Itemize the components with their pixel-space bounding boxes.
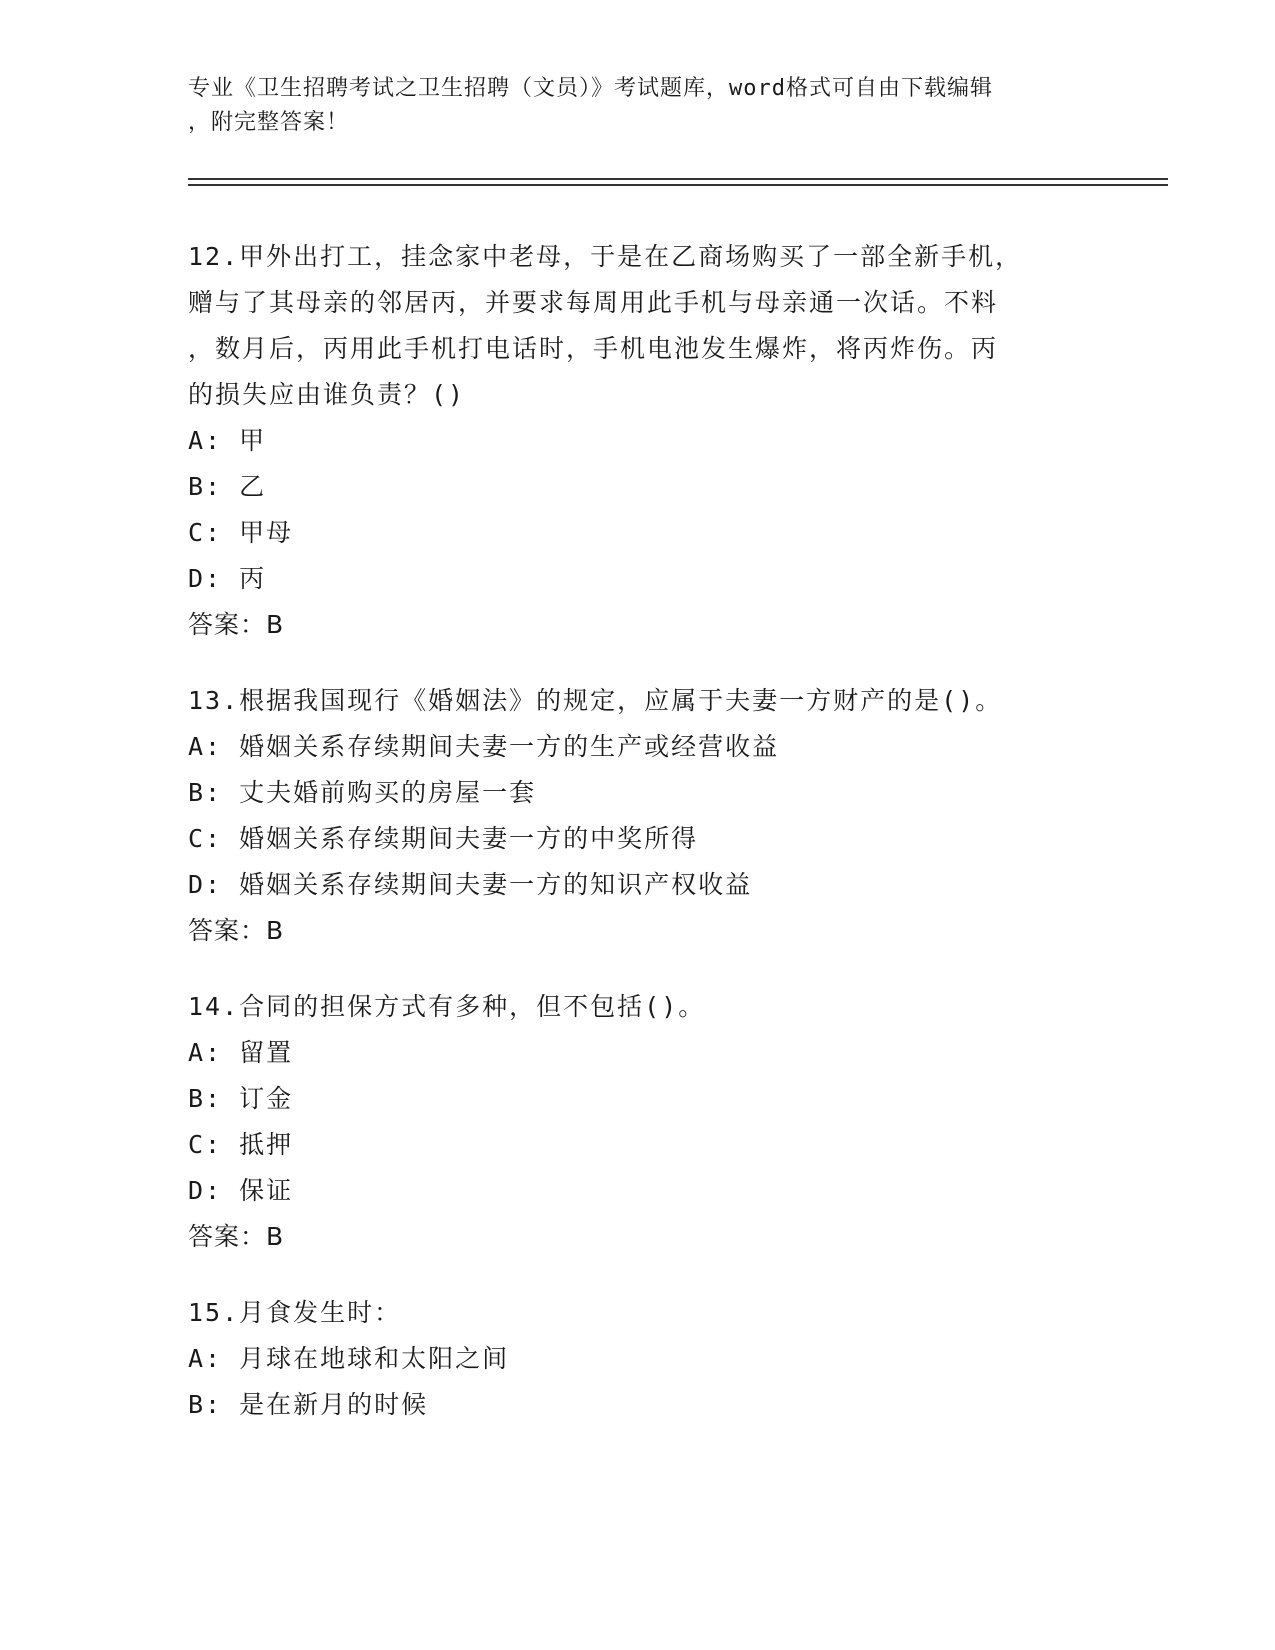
answer-label: 答案：B <box>188 610 285 639</box>
question-stem <box>188 678 1088 724</box>
question-15 <box>188 1290 1088 1428</box>
option-a: A: 留置 <box>188 1038 294 1067</box>
document-header <box>188 72 1088 140</box>
option-a: A: 婚姻关系存续期间夫妻一方的生产或经营收益 <box>188 732 780 761</box>
header-line-2: ，附完整答案！ <box>188 110 350 135</box>
option-c: C: 婚姻关系存续期间夫妻一方的中奖所得 <box>188 824 699 853</box>
question-list <box>188 234 1088 1458</box>
option-d: D: 丙 <box>188 564 267 593</box>
question-13 <box>188 678 1088 954</box>
option-b: B: 丈夫婚前购买的房屋一套 <box>188 778 537 807</box>
stem-line: 赠与了其母亲的邻居丙，并要求每周用此手机与母亲通一次话。不料 <box>188 288 999 317</box>
stem-line: 13.根据我国现行《婚姻法》的规定，应属于夫妻一方财产的是()。 <box>188 686 1003 715</box>
option-b: B: 乙 <box>188 472 267 501</box>
option-b: B: 订金 <box>188 1084 294 1113</box>
option-d: D: 保证 <box>188 1176 294 1205</box>
question-stem <box>188 984 1088 1030</box>
stem-line: 的损失应由谁负责？() <box>188 380 466 409</box>
stem-line: 15.月食发生时： <box>188 1298 402 1327</box>
option-c: C: 甲母 <box>188 518 294 547</box>
stem-line: 14.合同的担保方式有多种，但不包括()。 <box>188 992 706 1021</box>
header-divider-top <box>188 178 1168 180</box>
answer-label: 答案：B <box>188 916 285 945</box>
option-c: C: 抵押 <box>188 1130 294 1159</box>
question-stem <box>188 234 1088 418</box>
answer-label: 答案：B <box>188 1222 285 1251</box>
option-d: D: 婚姻关系存续期间夫妻一方的知识产权收益 <box>188 870 753 899</box>
header-divider-bottom <box>188 184 1168 186</box>
question-stem <box>188 1290 1088 1336</box>
stem-line: ，数月后，丙用此手机打电话时，手机电池发生爆炸，将丙炸伤。丙 <box>188 334 999 363</box>
question-14 <box>188 984 1088 1260</box>
option-a: A: 月球在地球和太阳之间 <box>188 1344 510 1373</box>
question-12 <box>188 234 1088 648</box>
option-a: A: 甲 <box>188 426 267 455</box>
option-b: B: 是在新月的时候 <box>188 1390 429 1419</box>
header-line-1: 专业《卫生招聘考试之卫生招聘（文员）》考试题库，word格式可自由下载编辑 <box>188 76 993 101</box>
stem-line: 12.甲外出打工，挂念家中老母，于是在乙商场购买了一部全新手机， <box>188 242 1023 271</box>
